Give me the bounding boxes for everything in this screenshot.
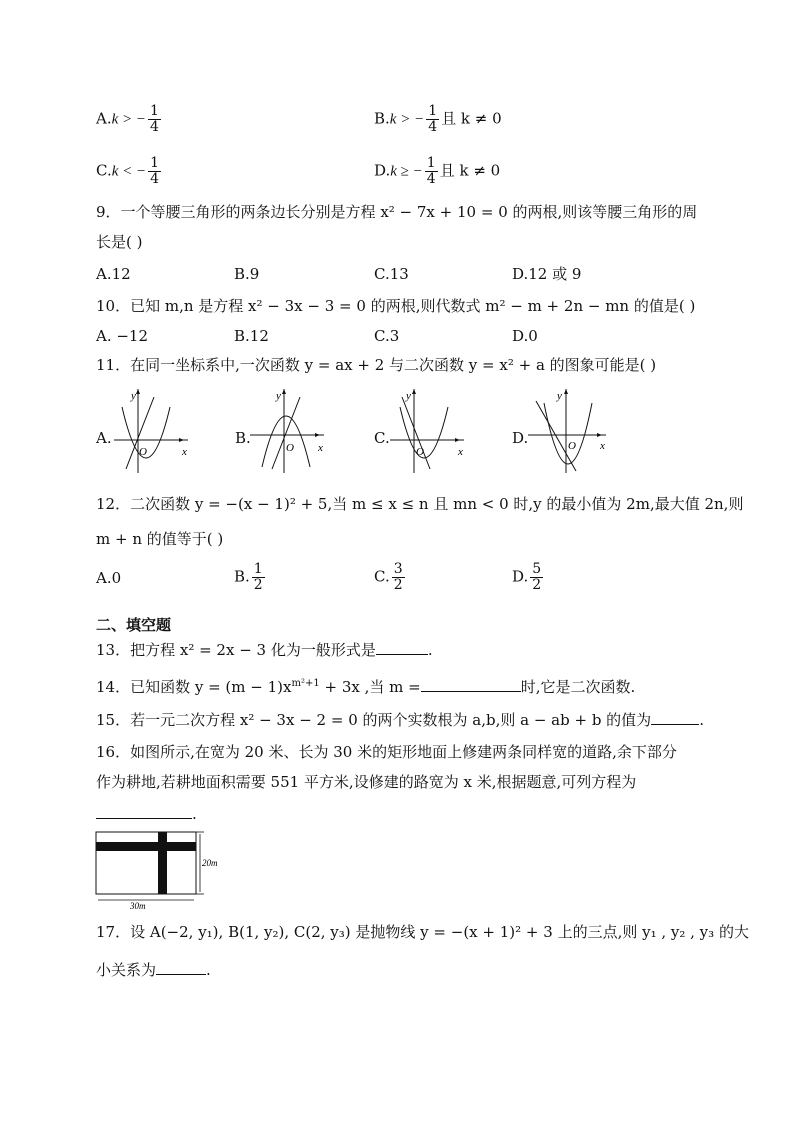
q12-option-b: B. $\frac{1}{2}$	[234, 561, 263, 593]
q16-stem-line2: 作为耕地,若耕地面积需要 551 平方米,设修建的路宽为 x 米,根据题意,可列方程为	[96, 773, 637, 791]
q11-option-d-label: D.	[512, 429, 529, 447]
q15-stem: 15．若一元二次方程 x² − 3x − 2 = 0 的两个实数根为 a,b,则 a − ab + b 的值为 .	[96, 711, 704, 729]
q12-option-d: D. $\frac{5}{2}$	[512, 561, 542, 593]
q9-option-b: B.9	[234, 265, 260, 283]
q10-option-d: D.0	[512, 327, 538, 345]
q12-stem-line1: 12．二次函数 y = −(x − 1)² + 5,当 m ≤ x ≤ n 且 mn < 0 时,y 的最小值为 2m,最大值 2n,则	[96, 495, 744, 513]
q15-answer-blank[interactable]	[651, 710, 699, 725]
q16-answer-line: .	[96, 804, 197, 824]
axis-y-label: y	[131, 390, 136, 402]
axis-y-label: y	[406, 390, 411, 402]
q9-stem-line2: 长是( )	[96, 233, 143, 251]
q11-graph-d	[526, 385, 610, 475]
q11-graph-a	[112, 385, 192, 475]
q12-option-a: A.0	[96, 569, 122, 587]
fig-length-label: 30m	[130, 901, 146, 911]
q10-option-a: A. −12	[96, 327, 149, 345]
section-title: 二、填空题	[96, 616, 172, 634]
q9-option-c: C.13	[374, 265, 409, 283]
q12-option-c: C. $\frac{3}{2}$	[374, 561, 403, 593]
origin-label: O	[139, 446, 147, 458]
q16-figure	[94, 828, 224, 912]
axis-y-label: y	[557, 390, 562, 402]
q11-stem: 11．在同一坐标系中,一次函数 y = ax + 2 与二次函数 y = x² + a 的图象可能是( )	[96, 356, 657, 374]
q8-option-d: D.k ≥ − $\frac{1}{4}$ 且 k ≠ 0	[374, 155, 501, 187]
q8-option-c: C.k < − $\frac{1}{4}$	[96, 155, 160, 187]
q9-stem-line1: 9．一个等腰三角形的两条边长分别是方程 x² − 7x + 10 = 0 的两根,则该等腰三角形的周	[96, 203, 698, 221]
q17-stem-line1: 17．设 A(−2, y₁), B(1, y₂), C(2, y₃) 是抛物线 y = −(x + 1)² + 3 上的三点,则 y₁ , y₂ , y₃ 的大	[96, 923, 749, 941]
q11-option-c-label: C.	[374, 429, 390, 447]
q9-option-a: A.12	[96, 265, 131, 283]
q16-stem-line1: 16．如图所示,在宽为 20 米、长为 30 米的矩形地面上修建两条同样宽的道路,余下部分	[96, 743, 677, 761]
q13-answer-blank[interactable]	[376, 640, 428, 655]
q11-graph-b	[248, 385, 328, 475]
axis-x-label: x	[458, 446, 463, 458]
axis-x-label: x	[182, 446, 187, 458]
origin-label: O	[416, 446, 424, 458]
q17-stem-line2: 小关系为 .	[96, 961, 211, 979]
q8-option-b: B.k > − $\frac{1}{4}$ 且 k ≠ 0	[374, 103, 502, 135]
q14-answer-blank[interactable]	[421, 677, 521, 692]
axis-x-label: x	[600, 440, 605, 452]
axis-x-label: x	[318, 442, 323, 454]
q14-stem: 14．已知函数 $y = (m - 1)x^{m^2+1} + 3x$ ,当 m = 时,它是二次函数.	[96, 678, 636, 696]
q16-answer-blank[interactable]	[96, 804, 192, 819]
q12-stem-line2: m + n 的值等于( )	[96, 530, 224, 548]
fig-width-label: 20m	[202, 858, 218, 868]
q11-graph-c	[388, 385, 468, 475]
q13-stem: 13．把方程 x² = 2x − 3 化为一般形式是 .	[96, 641, 433, 659]
axis-y-label: y	[276, 390, 281, 402]
q10-option-c: C.3	[374, 327, 400, 345]
q10-option-b: B.12	[234, 327, 269, 345]
q11-option-b-label: B.	[235, 429, 251, 447]
q9-option-d: D.12 或 9	[512, 265, 582, 283]
q11-option-a-label: A.	[96, 429, 112, 447]
q8-option-a: A.k > − $\frac{1}{4}$	[96, 103, 159, 135]
origin-label: O	[568, 440, 576, 452]
q17-answer-blank[interactable]	[156, 960, 206, 975]
origin-label: O	[286, 442, 294, 454]
q10-stem: 10．已知 m,n 是方程 x² − 3x − 3 = 0 的两根,则代数式 m² − m + 2n − mn 的值是( )	[96, 297, 696, 315]
